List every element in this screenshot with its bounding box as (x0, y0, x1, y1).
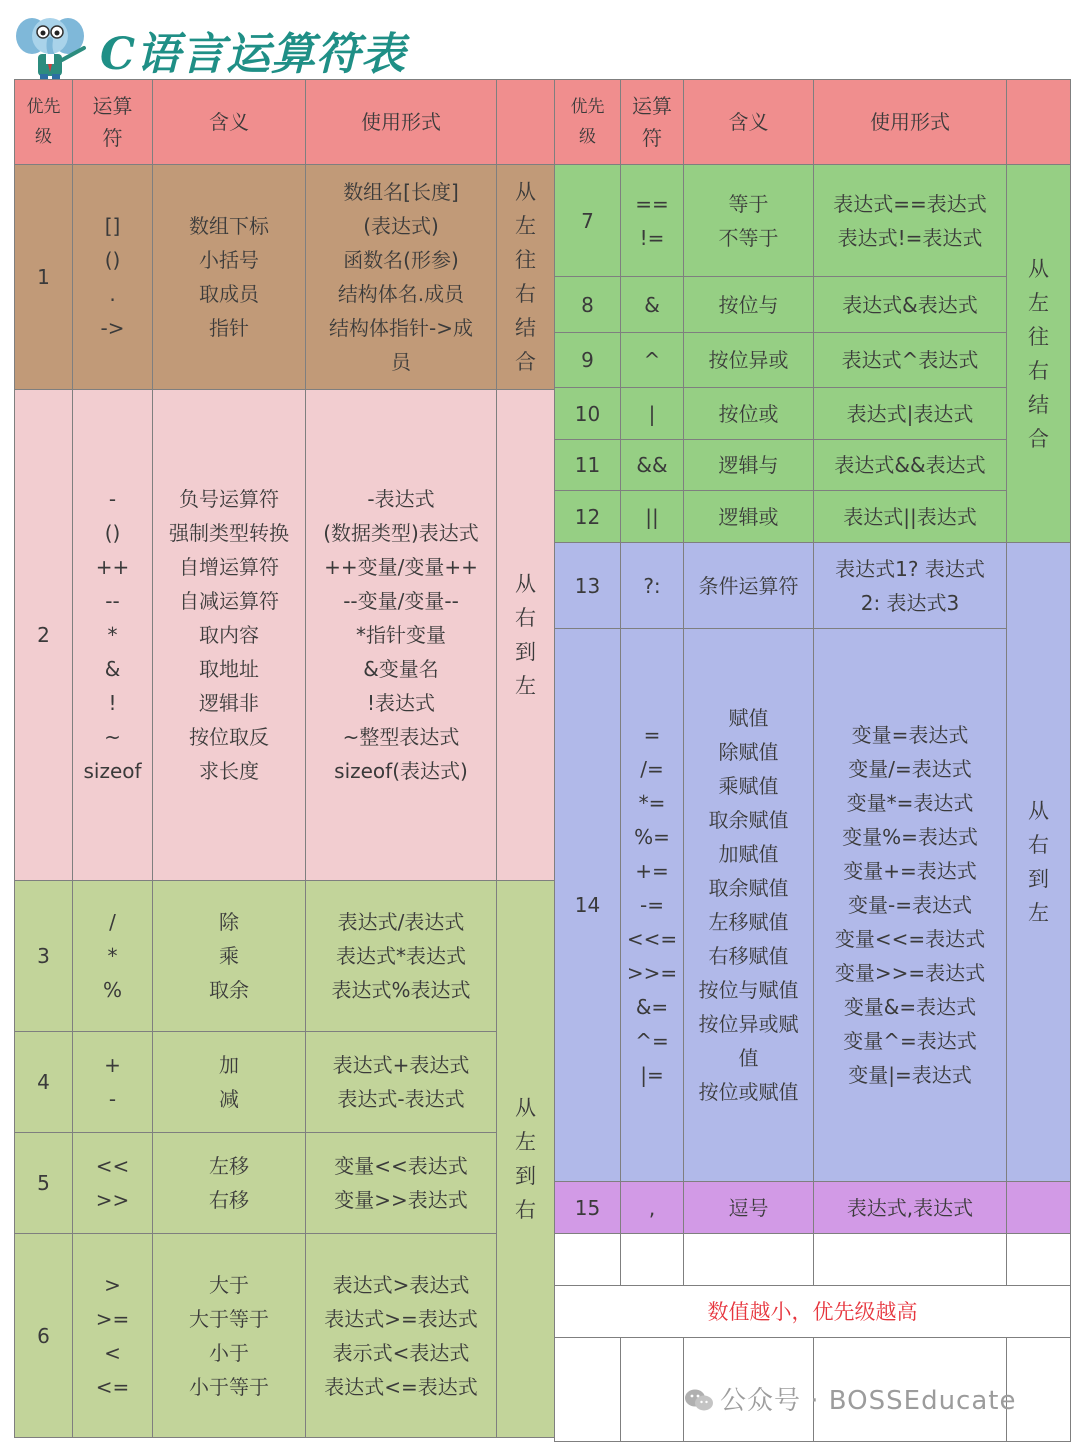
priority-cell: 2 (15, 390, 73, 881)
usage-cell: 表达式/表达式 表达式*表达式 表达式%表达式 (306, 881, 497, 1032)
priority-cell: 6 (15, 1234, 73, 1438)
priority-cell: 10 (555, 388, 621, 440)
table-row (555, 1286, 1071, 1338)
operator-cell: + - (73, 1032, 153, 1133)
usage-cell: 表达式+表达式 表达式-表达式 (306, 1032, 497, 1133)
table-row (15, 1032, 555, 1133)
table-row (555, 543, 1071, 629)
operator-cell: << >> (73, 1133, 153, 1234)
header-priority (15, 80, 73, 165)
empty-cell (555, 1338, 621, 1442)
priority-cell: 12 (555, 491, 621, 543)
operator-cell: ?: (621, 543, 684, 629)
header-usage: 使用形式 (814, 80, 1007, 165)
table-row (15, 1133, 555, 1234)
header-priority: 优先 级 (555, 80, 621, 165)
operator-cell: ^ (621, 333, 684, 388)
header-assoc (497, 80, 555, 165)
operator-cell: - () ++ -- * & ! ~ sizeof (73, 390, 153, 881)
header-meaning: 含义 (153, 80, 306, 165)
operator-cell: == != (621, 165, 684, 277)
meaning-cell: 等于 不等于 (684, 165, 814, 277)
meaning-cell: 负号运算符 强制类型转换 自增运算符 自减运算符 取内容 取地址 逻辑非 按位取反 求长度 (153, 390, 306, 881)
meaning-cell: 条件运算符 (684, 543, 814, 629)
meaning-cell: 逻辑或 (684, 491, 814, 543)
empty-cell (684, 1234, 814, 1286)
associativity-cell: 从 左 往 右 结 合 (497, 165, 555, 390)
associativity-cell: 从 右 到 左 (1007, 543, 1071, 1182)
wechat-icon (684, 1387, 714, 1413)
priority-cell: 9 (555, 333, 621, 388)
priority-cell: 1 (15, 165, 73, 390)
table-row (555, 388, 1071, 440)
empty-cell (621, 1234, 684, 1286)
table-row (555, 277, 1071, 333)
usage-cell: 数组名[长度] (表达式) 函数名(形参) 结构体名.成员 结构体指针->成 员 (306, 165, 497, 390)
header-priority-text: 优先 级 (26, 97, 61, 147)
priority-cell: 3 (15, 881, 73, 1032)
table-row (15, 881, 555, 1032)
usage-cell: 表达式|表达式 (814, 388, 1007, 440)
meaning-cell: 按位异或 (684, 333, 814, 388)
priority-note: 数值越小，优先级越高 (555, 1286, 1071, 1338)
usage-cell: 表达式^表达式 (814, 333, 1007, 388)
priority-cell: 11 (555, 440, 621, 491)
table-row (555, 629, 1071, 1182)
operator-cell: & (621, 277, 684, 333)
table-row (555, 440, 1071, 491)
operator-cell: / * % (73, 881, 153, 1032)
header-operator: 运算 符 (621, 80, 684, 165)
header-usage: 使用形式 (306, 80, 497, 165)
operator-table-right (554, 79, 1071, 1442)
usage-cell: 表达式,表达式 (814, 1182, 1007, 1234)
empty-cell (1007, 1234, 1071, 1286)
operator-cell: , (621, 1182, 684, 1234)
associativity-cell: 从 左 往 右 结 合 (1007, 165, 1071, 543)
usage-cell: 表达式==表达式 表达式!=表达式 (814, 165, 1007, 277)
usage-cell: 表达式||表达式 (814, 491, 1007, 543)
usage-cell: 表达式1? 表达式 2: 表达式3 (814, 543, 1007, 629)
operator-cell: | (621, 388, 684, 440)
priority-cell: 5 (15, 1133, 73, 1234)
meaning-cell: 大于 大于等于 小于 小于等于 (153, 1234, 306, 1438)
usage-cell: 变量=表达式 变量/=表达式 变量*=表达式 变量%=表达式 变量+=表达式 变量-=表达式 变量<<=表达式 变量>>=表达式 变量&=表达式 变量^=表达式 变量|=表达式 (814, 629, 1007, 1182)
meaning-cell: 逻辑与 (684, 440, 814, 491)
priority-cell: 4 (15, 1032, 73, 1133)
table-row (555, 165, 1071, 277)
meaning-cell: 按位与 (684, 277, 814, 333)
priority-cell: 15 (555, 1182, 621, 1234)
table-row (15, 1234, 555, 1438)
priority-cell: 8 (555, 277, 621, 333)
usage-cell: 表达式&&表达式 (814, 440, 1007, 491)
operator-cell: [] () . -> (73, 165, 153, 390)
table-row (15, 165, 555, 390)
empty-cell (621, 1338, 684, 1442)
meaning-cell: 按位或 (684, 388, 814, 440)
associativity-cell: 从 右 到 左 (497, 390, 555, 881)
table-row (555, 491, 1071, 543)
operator-cell: || (621, 491, 684, 543)
usage-cell: -表达式 (数据类型)表达式 ++变量/变量++ --变量/变量-- *指针变量 &变量名 !表达式 ~整型表达式 sizeof(表达式) (306, 390, 497, 881)
meaning-cell: 数组下标 小括号 取成员 指针 (153, 165, 306, 390)
meaning-cell: 加 减 (153, 1032, 306, 1133)
empty-cell (1007, 1182, 1071, 1234)
table-row (555, 1234, 1071, 1286)
table-row (555, 333, 1071, 388)
usage-cell: 变量<<表达式 变量>>表达式 (306, 1133, 497, 1234)
operator-cell: = /= *= %= += -= <<= >>= &= ^= |= (621, 629, 684, 1182)
watermark (684, 1380, 1016, 1417)
usage-cell: 表达式&表达式 (814, 277, 1007, 333)
header-operator: 运算 符 (73, 80, 153, 165)
associativity-cell: 从 左 到 右 (497, 881, 555, 1438)
meaning-cell: 除 乘 取余 (153, 881, 306, 1032)
operator-cell: && (621, 440, 684, 491)
usage-cell: 表达式>表达式 表达式>=表达式 表示式<表达式 表达式<=表达式 (306, 1234, 497, 1438)
elephant-mascot-icon (10, 8, 90, 84)
meaning-cell: 赋值 除赋值 乘赋值 取余赋值 加赋值 取余赋值 左移赋值 右移赋值 按位与赋值 按位异或赋 值 按位或赋值 (684, 629, 814, 1182)
table-row (15, 390, 555, 881)
empty-cell (555, 1234, 621, 1286)
table-row (555, 1182, 1071, 1234)
header-meaning: 含义 (684, 80, 814, 165)
header-assoc (1007, 80, 1071, 165)
operator-cell: > >= < <= (73, 1234, 153, 1438)
priority-cell: 13 (555, 543, 621, 629)
priority-cell: 7 (555, 165, 621, 277)
meaning-cell: 逗号 (684, 1182, 814, 1234)
page-header (0, 0, 1080, 80)
empty-cell (814, 1234, 1007, 1286)
page-title: C语言运算符表 (100, 29, 407, 80)
meaning-cell: 左移 右移 (153, 1133, 306, 1234)
operator-table-left (14, 79, 555, 1438)
priority-cell: 14 (555, 629, 621, 1182)
watermark-text: 公众号 · BOSSEducate (720, 1386, 1017, 1416)
